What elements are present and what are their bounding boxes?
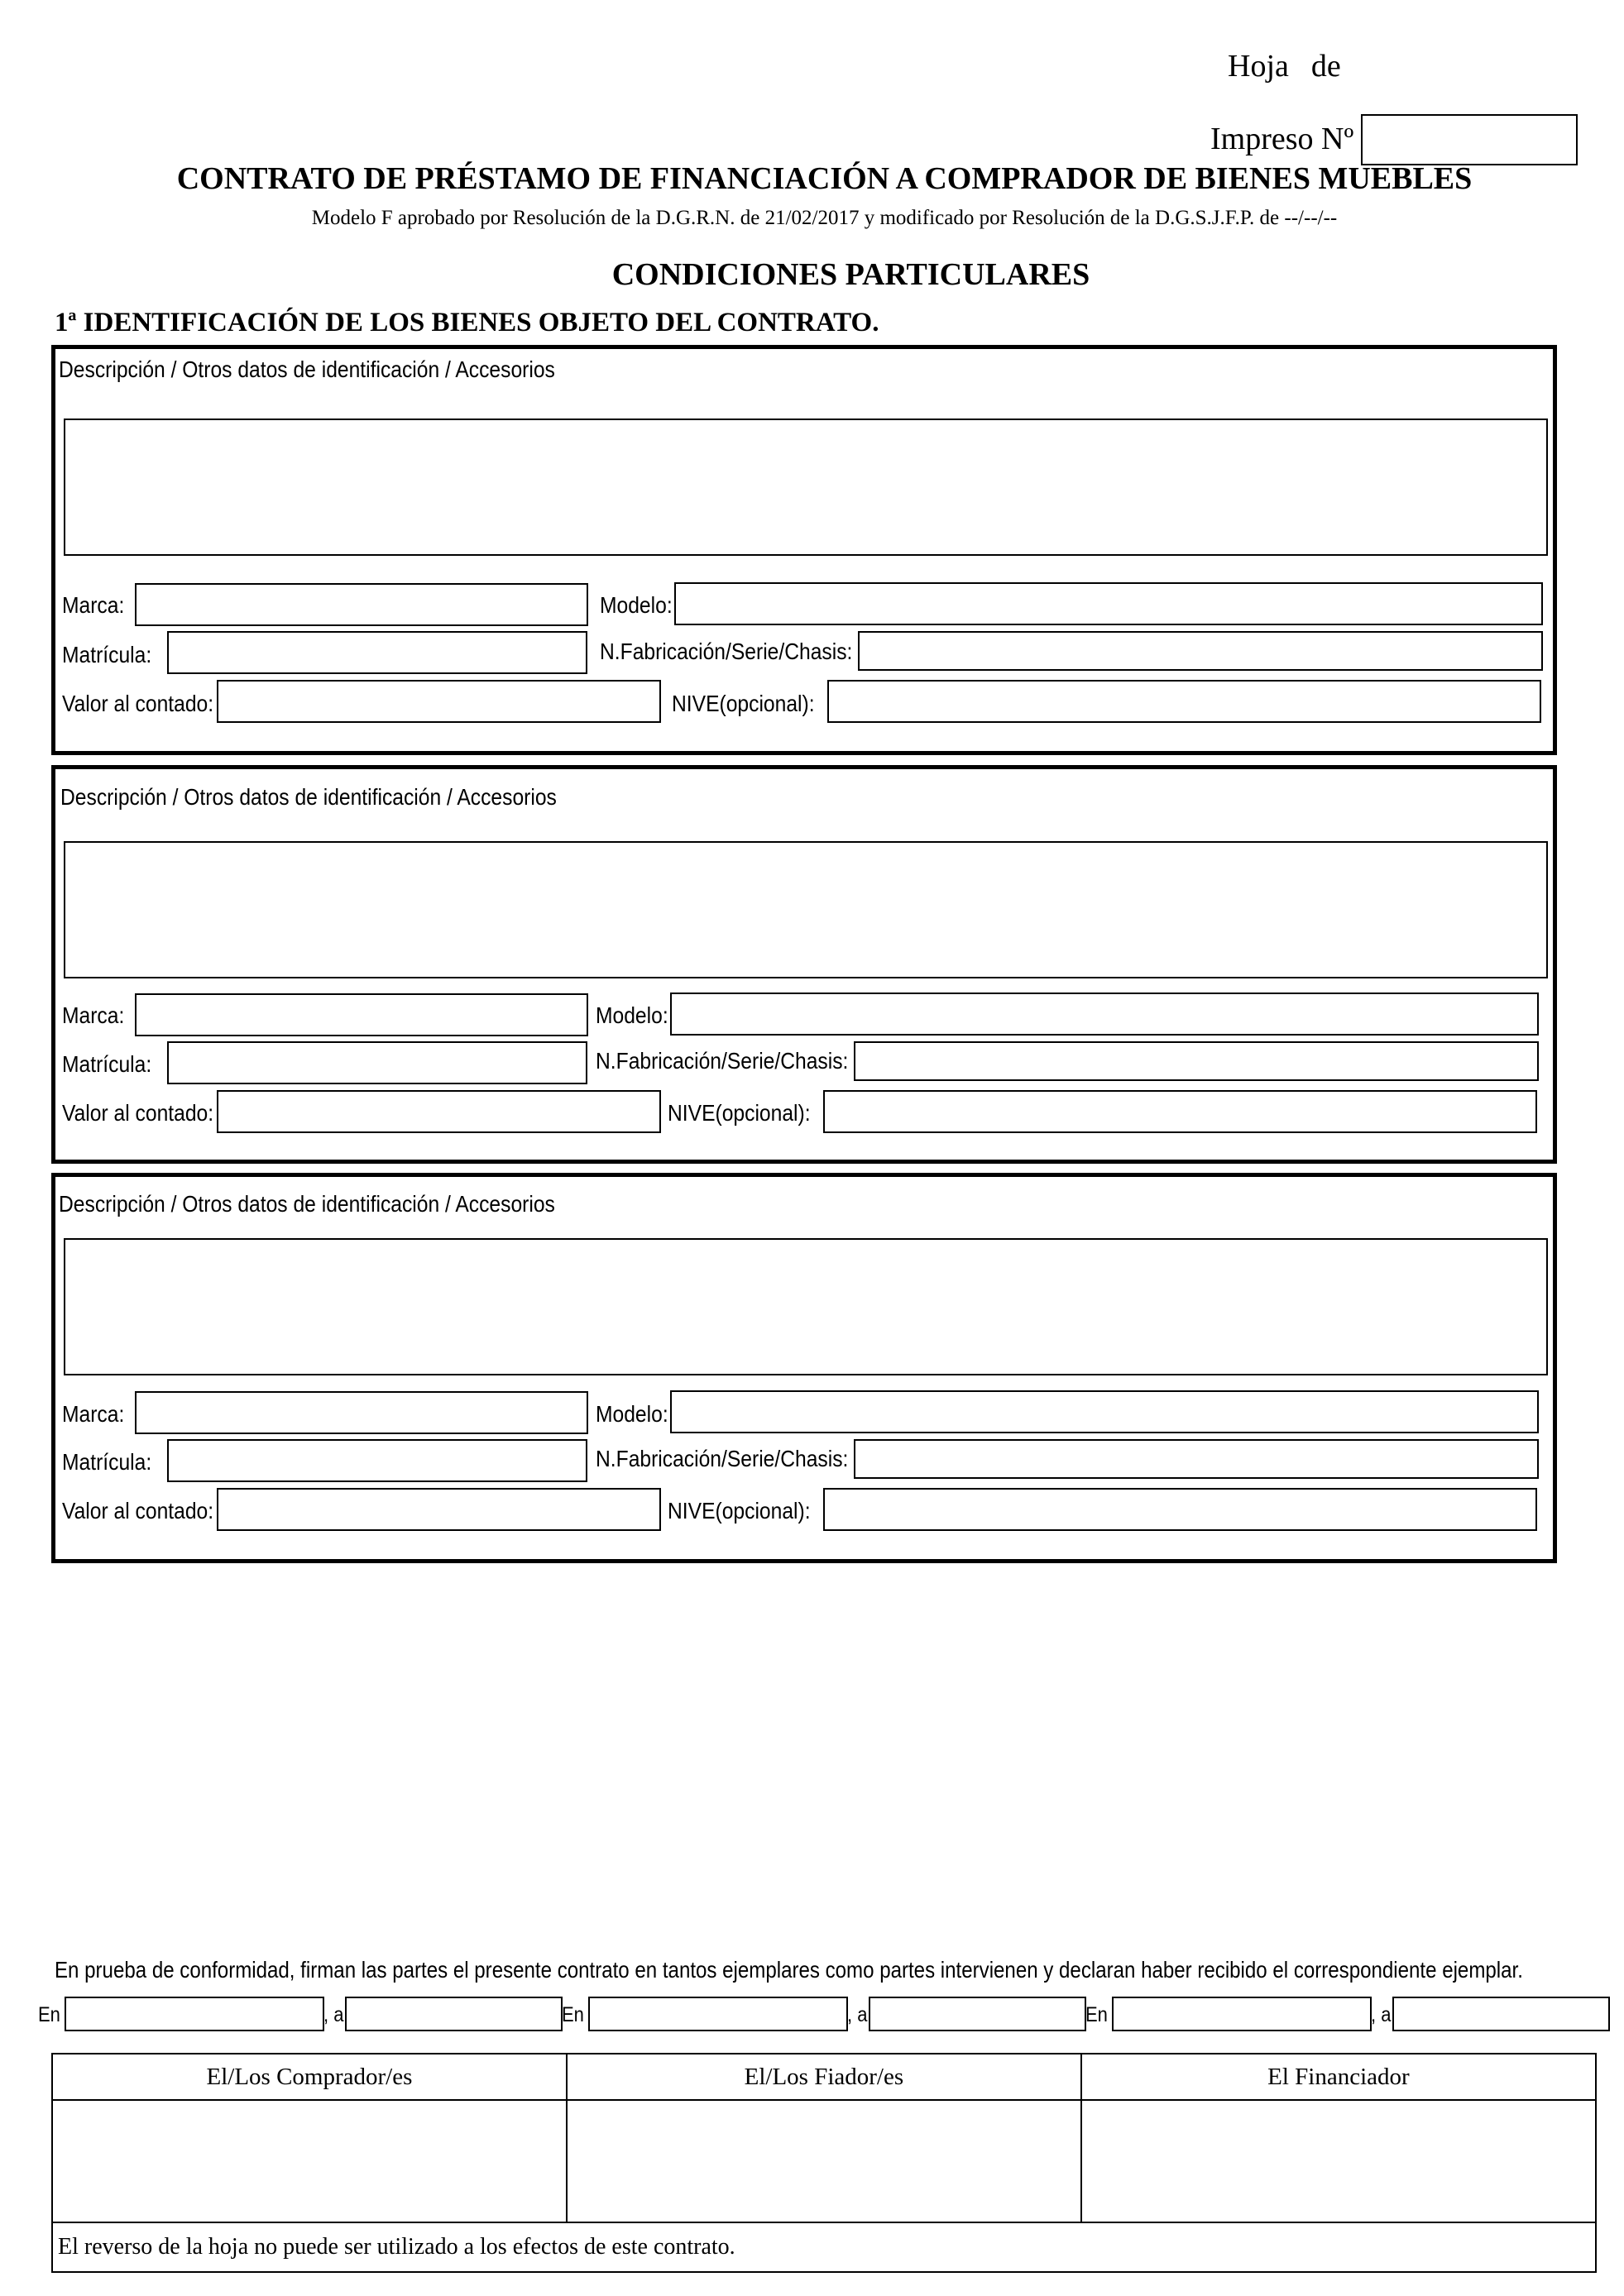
hoja-label: Hoja	[1228, 49, 1289, 84]
valor-label-2: Valor al contado:	[62, 1100, 214, 1126]
signer-header-financiador: El Financiador	[1081, 2054, 1596, 2100]
marca-field-1[interactable]	[135, 583, 588, 626]
a-field-2[interactable]	[869, 1997, 1086, 2031]
section-title: 1ª IDENTIFICACIÓN DE LOS BIENES OBJETO DEL CONTRATO.	[55, 308, 879, 337]
nive-label-2: NIVE(opcional):	[668, 1100, 811, 1126]
descripcion-label-1: Descripción / Otros datos de identificación / Accesorios	[59, 356, 555, 382]
signature-area-comprador[interactable]	[52, 2100, 567, 2222]
valor-field-1[interactable]	[217, 680, 661, 723]
en-field-1[interactable]	[65, 1997, 324, 2031]
marca-label-2: Marca:	[62, 1002, 125, 1028]
en-field-3[interactable]	[1112, 1997, 1372, 2031]
marca-label-3: Marca:	[62, 1401, 125, 1427]
modelo-label-2: Modelo:	[596, 1002, 668, 1028]
modelo-label-3: Modelo:	[596, 1401, 668, 1427]
valor-field-2[interactable]	[217, 1090, 661, 1133]
descripcion-label-3: Descripción / Otros datos de identificación / Accesorios	[59, 1191, 555, 1217]
impreso-number-field[interactable]	[1361, 114, 1578, 165]
a-label-1: , a	[323, 2003, 344, 2026]
marca-label-1: Marca:	[62, 592, 125, 618]
en-field-2[interactable]	[588, 1997, 848, 2031]
matricula-field-1[interactable]	[167, 631, 587, 674]
a-field-1[interactable]	[345, 1997, 563, 2031]
signature-area-financiador[interactable]	[1081, 2100, 1596, 2222]
nive-field-1[interactable]	[827, 680, 1541, 723]
en-label-3: En	[1085, 2003, 1108, 2026]
marca-field-3[interactable]	[135, 1391, 588, 1434]
serie-field-3[interactable]	[854, 1439, 1539, 1479]
marca-field-2[interactable]	[135, 993, 588, 1036]
contract-title: CONTRATO DE PRÉSTAMO DE FINANCIACIÓN A COMPRADOR DE BIENES MUEBLES	[176, 161, 1473, 196]
descripcion-label-2: Descripción / Otros datos de identificación / Accesorios	[60, 784, 557, 810]
serie-label-3: N.Fabricación/Serie/Chasis:	[596, 1446, 849, 1471]
matricula-label-2: Matrícula:	[62, 1051, 152, 1077]
signature-area-fiador[interactable]	[567, 2100, 1081, 2222]
valor-label-3: Valor al contado:	[62, 1498, 214, 1523]
matricula-label-3: Matrícula:	[62, 1449, 152, 1475]
signer-header-fiador: El/Los Fiador/es	[567, 2054, 1081, 2100]
valor-label-1: Valor al contado:	[62, 691, 214, 716]
conformidad-text: En prueba de conformidad, firman las partes el presente contrato en tantos ejemplares como partes intervienen y declaran haber recibido el correspondiente ejemplar.	[55, 1957, 1523, 1983]
modelo-field-3[interactable]	[670, 1390, 1539, 1433]
hoja-de-label: de	[1310, 49, 1341, 84]
en-label-2: En	[562, 2003, 584, 2026]
nive-field-2[interactable]	[823, 1090, 1537, 1133]
reverse-note: El reverso de la hoja no puede ser utilizado a los efectos de este contrato.	[52, 2222, 1596, 2272]
en-label-1: En	[38, 2003, 60, 2026]
contract-subtitle: Modelo F aprobado por Resolución de la D.G.R.N. de 21/02/2017 y modificado por Resolución de la D.G.S.J.F.P. de --/--/--	[311, 207, 1338, 229]
nive-label-1: NIVE(opcional):	[672, 691, 815, 716]
a-label-2: , a	[847, 2003, 868, 2026]
modelo-field-2[interactable]	[670, 993, 1539, 1036]
modelo-label-1: Modelo:	[600, 592, 673, 618]
descripcion-field-2[interactable]	[64, 841, 1548, 978]
nive-label-3: NIVE(opcional):	[668, 1498, 811, 1523]
matricula-field-3[interactable]	[167, 1439, 587, 1482]
modelo-field-1[interactable]	[674, 582, 1543, 625]
descripcion-field-1[interactable]	[64, 419, 1548, 556]
signature-table	[51, 2053, 1597, 2273]
matricula-field-2[interactable]	[167, 1041, 587, 1084]
signer-header-comprador: El/Los Comprador/es	[52, 2054, 567, 2100]
a-field-3[interactable]	[1392, 1997, 1610, 2031]
serie-field-2[interactable]	[854, 1041, 1539, 1081]
matricula-label-1: Matrícula:	[62, 642, 152, 667]
descripcion-field-3[interactable]	[64, 1238, 1548, 1375]
impreso-label: Impreso Nº	[1210, 122, 1354, 156]
serie-label-2: N.Fabricación/Serie/Chasis:	[596, 1048, 849, 1074]
serie-field-1[interactable]	[858, 631, 1543, 671]
nive-field-3[interactable]	[823, 1488, 1537, 1531]
conditions-title: CONDICIONES PARTICULARES	[611, 257, 1090, 292]
sheet-number	[1228, 48, 1341, 84]
serie-label-1: N.Fabricación/Serie/Chasis:	[600, 639, 853, 664]
valor-field-3[interactable]	[217, 1488, 661, 1531]
a-label-3: , a	[1371, 2003, 1392, 2026]
